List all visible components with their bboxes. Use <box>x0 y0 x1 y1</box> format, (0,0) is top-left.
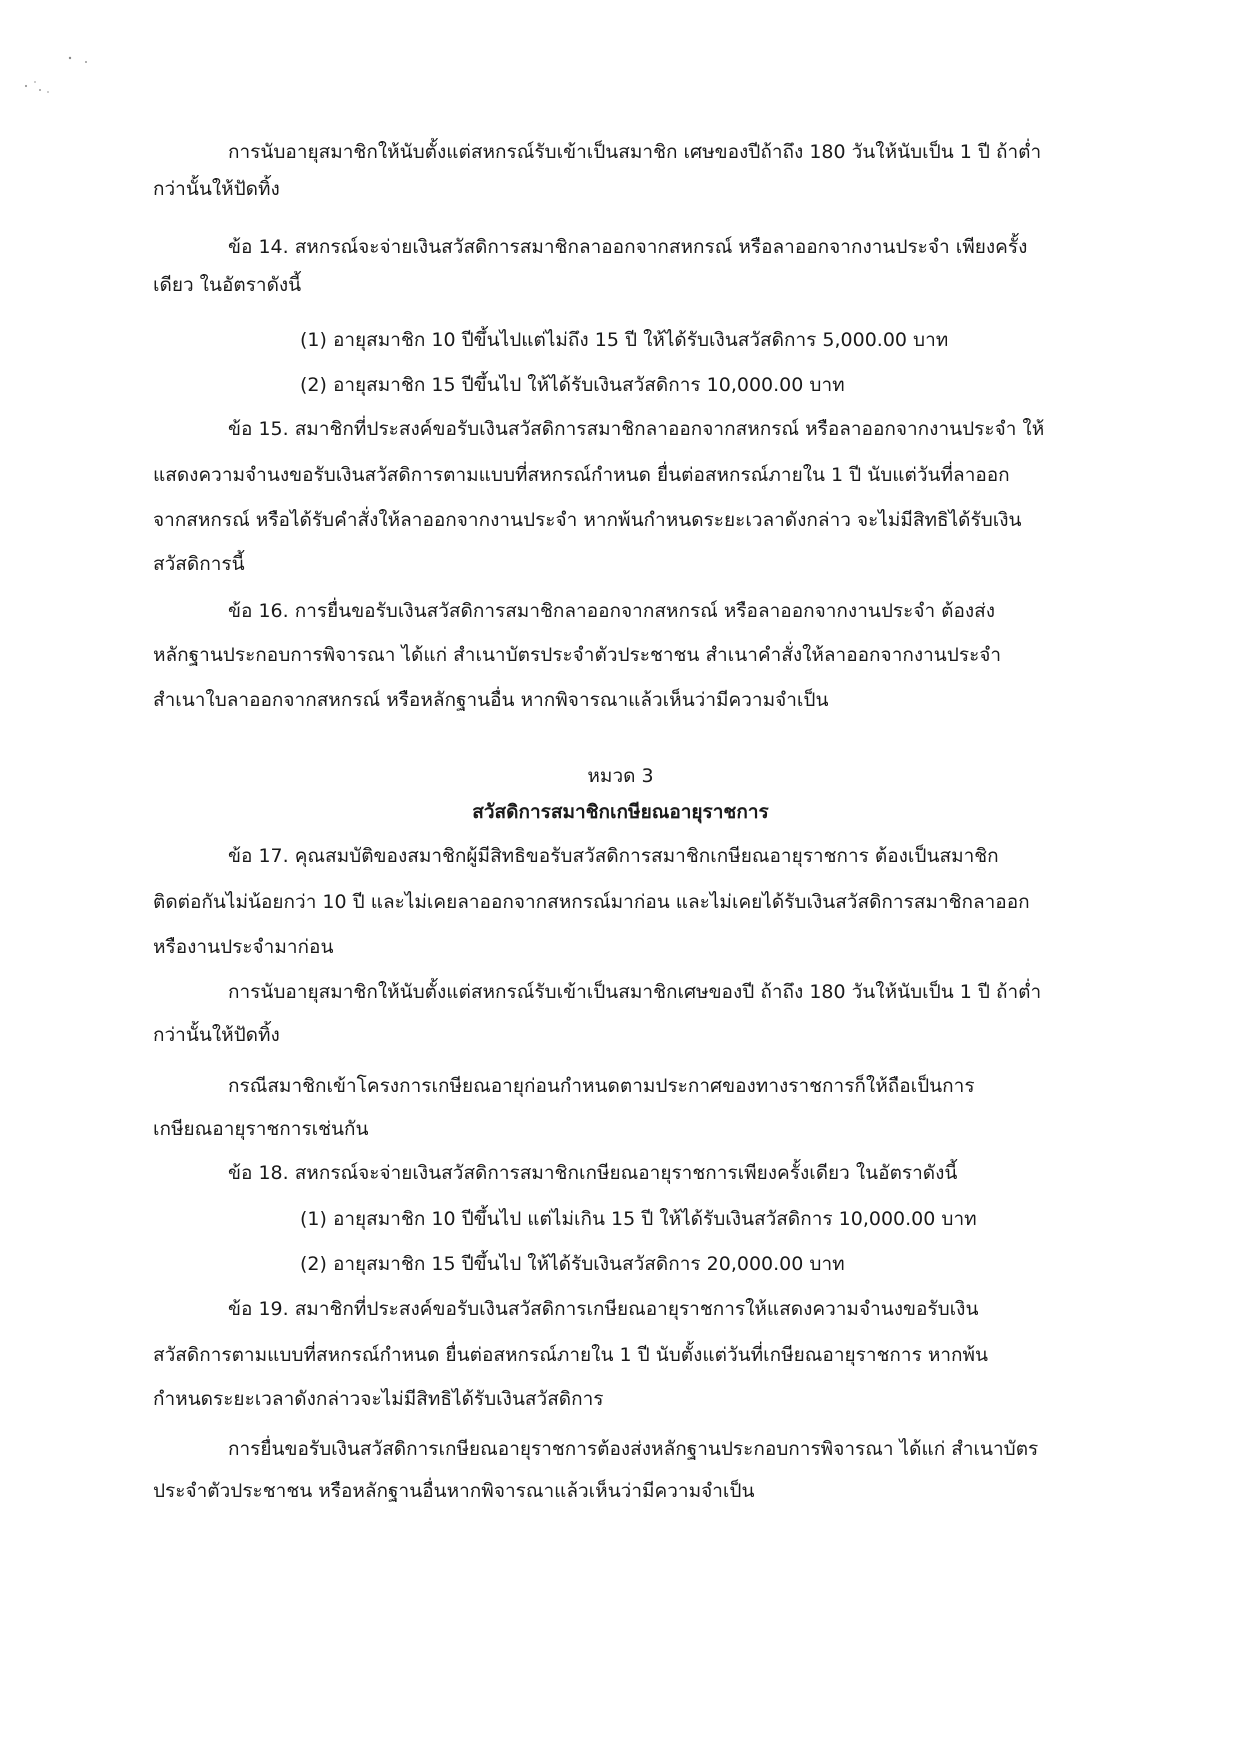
paragraph-line: สวัสดิการตามแบบที่สหกรณ์กำหนด ยื่นต่อสหกรณ์ภายใน 1 ปี นับตั้งแต่วันที่เกษียณอายุราชการ หากพ้น <box>153 1344 989 1366</box>
paragraph-line: กรณีสมาชิกเข้าโครงการเกษียณอายุก่อนกำหนดตามประกาศของทางราชการก็ให้ถือเป็นการ <box>228 1075 975 1097</box>
paragraph-line: การนับอายุสมาชิกให้นับตั้งแต่สหกรณ์รับเข้าเป็นสมาชิก เศษของปีถ้าถึง 180 วันให้นับเป็น 1 ปี ถ้าต่ำ <box>228 141 1042 163</box>
list-item: (1) อายุสมาชิก 10 ปีขึ้นไป แต่ไม่เกิน 15 ปี ให้ได้รับเงินสวัสดิการ 10,000.00 บาท <box>300 1208 977 1230</box>
list-item: (2) อายุสมาชิก 15 ปีขึ้นไป ให้ได้รับเงินสวัสดิการ 20,000.00 บาท <box>300 1253 845 1275</box>
paragraph-line: การยื่นขอรับเงินสวัสดิการเกษียณอายุราชการต้องส่งหลักฐานประกอบการพิจารณา ได้แก่ สำเนาบัตร <box>228 1438 1039 1460</box>
paragraph-line: เดียว ในอัตราดังนี้ <box>153 274 302 296</box>
section-heading: หมวด 3 <box>587 765 654 787</box>
paragraph-line: หรืองานประจำมาก่อน <box>153 936 334 958</box>
paragraph-line: การนับอายุสมาชิกให้นับตั้งแต่สหกรณ์รับเข้าเป็นสมาชิกเศษของปี ถ้าถึง 180 วันให้นับเป็น 1 ปี ถ้าต่ำ <box>228 981 1042 1003</box>
clause-18-line: ข้อ 18. สหกรณ์จะจ่ายเงินสวัสดิการสมาชิกเกษียณอายุราชการเพียงครั้งเดียว ในอัตราดังนี้ <box>228 1162 958 1184</box>
paragraph-line: ประจำตัวประชาชน หรือหลักฐานอื่นหากพิจารณาแล้วเห็นว่ามีความจำเป็น <box>153 1480 755 1502</box>
paragraph-line: กว่านั้นให้ปัดทิ้ง <box>153 1024 280 1046</box>
clause-16-line: ข้อ 16. การยื่นขอรับเงินสวัสดิการสมาชิกลาออกจากสหกรณ์ หรือลาออกจากงานประจำ ต้องส่ง <box>228 600 996 622</box>
paragraph-line: แสดงความจำนงขอรับเงินสวัสดิการตามแบบที่สหกรณ์กำหนด ยื่นต่อสหกรณ์ภายใน 1 ปี นับแต่วันที่ลาออก <box>153 464 1010 486</box>
paragraph-line: กำหนดระยะเวลาดังกล่าวจะไม่มีสิทธิได้รับเงินสวัสดิการ <box>153 1388 604 1410</box>
clause-19-line: ข้อ 19. สมาชิกที่ประสงค์ขอรับเงินสวัสดิการเกษียณอายุราชการให้แสดงความจำนงขอรับเงิน <box>228 1298 979 1320</box>
paragraph-line: สวัสดิการนี้ <box>153 553 245 575</box>
paragraph-line: เกษียณอายุราชการเช่นกัน <box>153 1118 369 1140</box>
clause-17-line: ข้อ 17. คุณสมบัติของสมาชิกผู้มีสิทธิขอรับสวัสดิการสมาชิกเกษียณอายุราชการ ต้องเป็นสมาชิก <box>228 845 999 867</box>
paragraph-line: สำเนาใบลาออกจากสหกรณ์ หรือหลักฐานอื่น หากพิจารณาแล้วเห็นว่ามีความจำเป็น <box>153 689 829 711</box>
list-item: (2) อายุสมาชิก 15 ปีขึ้นไป ให้ได้รับเงินสวัสดิการ 10,000.00 บาท <box>300 374 845 396</box>
paragraph-line: จากสหกรณ์ หรือได้รับคำสั่งให้ลาออกจากงานประจำ หากพ้นกำหนดระยะเวลาดังกล่าว จะไม่มีสิทธิได้รับเงิน <box>153 509 1022 531</box>
section-title: สวัสดิการสมาชิกเกษียณอายุราชการ <box>472 801 769 823</box>
paragraph-line: ติดต่อกันไม่น้อยกว่า 10 ปี และไม่เคยลาออกจากสหกรณ์มาก่อน และไม่เคยได้รับเงินสวัสดิการสมาชิกลาออก <box>153 891 1030 913</box>
list-item: (1) อายุสมาชิก 10 ปีขึ้นไปแต่ไม่ถึง 15 ปี ให้ได้รับเงินสวัสดิการ 5,000.00 บาท <box>300 329 949 351</box>
paragraph-line: กว่านั้นให้ปัดทิ้ง <box>153 178 280 200</box>
paragraph-line: หลักฐานประกอบการพิจารณา ได้แก่ สำเนาบัตรประจำตัวประชาชน สำเนาคำสั่งให้ลาออกจากงานประจำ <box>153 644 1002 666</box>
clause-14-line: ข้อ 14. สหกรณ์จะจ่ายเงินสวัสดิการสมาชิกลาออกจากสหกรณ์ หรือลาออกจากงานประจำ เพียงครั้ง <box>228 236 1028 258</box>
scan-speckle-marks <box>18 52 98 102</box>
clause-15-line: ข้อ 15. สมาชิกที่ประสงค์ขอรับเงินสวัสดิการสมาชิกลาออกจากสหกรณ์ หรือลาออกจากงานประจำ ให้ <box>228 418 1045 440</box>
